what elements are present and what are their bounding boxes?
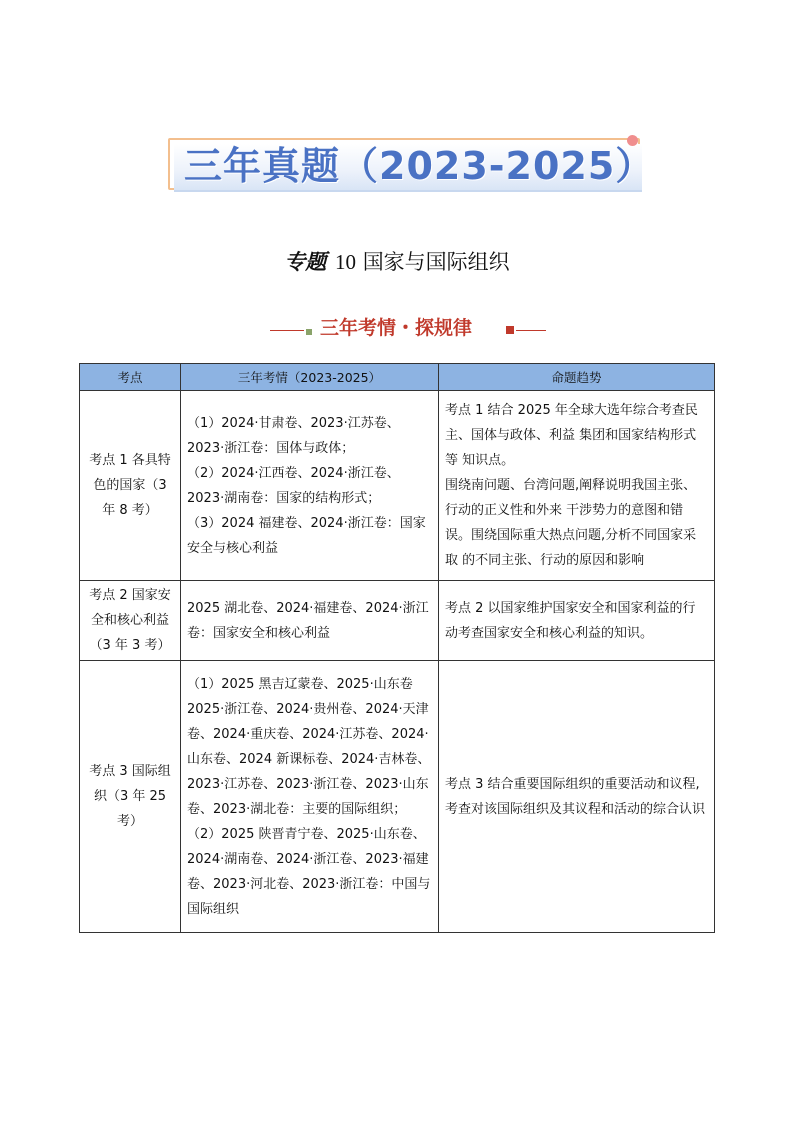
table-row (80, 661, 715, 933)
title-banner (168, 138, 655, 192)
trend-cell (439, 581, 715, 661)
exams-cell (181, 581, 439, 661)
trend-item: 考点 1 结合 2025 年全球大选年综合考查民主、国体与政体、利益 集团和国家结构形式等 知识点。 (445, 403, 698, 468)
topic-subtitle (0, 246, 794, 278)
section-left-square-icon (306, 329, 312, 335)
banner-title: 三年真题（2023-2025） (184, 144, 655, 188)
table-row (80, 581, 715, 661)
subtitle-prefix: 专题 (284, 249, 327, 274)
exam-item: （3）2024 福建卷、2024·浙江卷：国家安全与核心利益 (187, 515, 426, 556)
section-right-line (516, 330, 546, 331)
exam-item: （2）2025 陕晋青宁卷、2025·山东卷、2024·湖南卷、2024·浙江卷、2023·福建卷、2023·河北卷、2023·浙江卷：中国与国际组织 (187, 826, 431, 917)
section-header-text: 三年考情・探规律 (320, 317, 473, 339)
header-trend: 命题趋势 (439, 364, 715, 391)
table-header-row (80, 364, 715, 391)
section-right-square-icon (506, 326, 514, 334)
trend-cell (439, 661, 715, 933)
table-row (80, 391, 715, 581)
header-topic: 考点 (80, 364, 181, 391)
topic-cell: 考点 2 国家安全和核心利益（3 年 3 考） (80, 581, 181, 661)
exam-item: （2）2024·江西卷、2024·浙江卷、2023·湖南卷：国家的结构形式； (187, 465, 400, 506)
topic-cell: 考点 3 国际组织（3 年 25 考） (80, 661, 181, 933)
subtitle-number: 10 (335, 250, 356, 274)
subtitle-text: 国家与国际组织 (362, 250, 510, 274)
section-header (270, 313, 546, 343)
exams-cell (181, 661, 439, 933)
trend-item: 考点 2 以国家维护国家安全和国家利益的行动考查国家安全和核心利益的知识。 (445, 600, 696, 641)
exams-cell (181, 391, 439, 581)
header-exams: 三年考情（2023-2025） (181, 364, 439, 391)
exam-summary-table (79, 363, 715, 933)
exam-item: （1）2025 黑吉辽蒙卷、2025·山东卷 2025·浙江卷、2024·贵州卷、2024·天津卷、2024·重庆卷、2024·江苏卷、2024·山东卷、2024 新课标卷、2024·吉林卷、2023·江苏卷、2023·浙江卷、2023·山东卷、2023·湖北卷：主要的国际组织； (187, 676, 431, 817)
exam-item: 2025 湖北卷、2024·福建卷、2024·浙江卷：国家安全和核心利益 (187, 600, 429, 641)
trend-item: 考点 3 结合重要国际组织的重要活动和议程,考查对该国际组织及其议程和活动的综合认识 (445, 776, 706, 817)
topic-cell: 考点 1 各具特色的国家（3 年 8 考） (80, 391, 181, 581)
section-left-line (270, 330, 304, 331)
trend-cell (439, 391, 715, 581)
exam-item: （1）2024·甘肃卷、2023·江苏卷、2023·浙江卷：国体与政体； (187, 415, 400, 456)
trend-item: 围绕南问题、台湾问题,阐释说明我国主张、行动的正义性和外来 干涉势力的意图和错误。围绕国际重大热点问题,分析不同国家采取 的不同主张、行动的原因和影响 (445, 478, 697, 568)
